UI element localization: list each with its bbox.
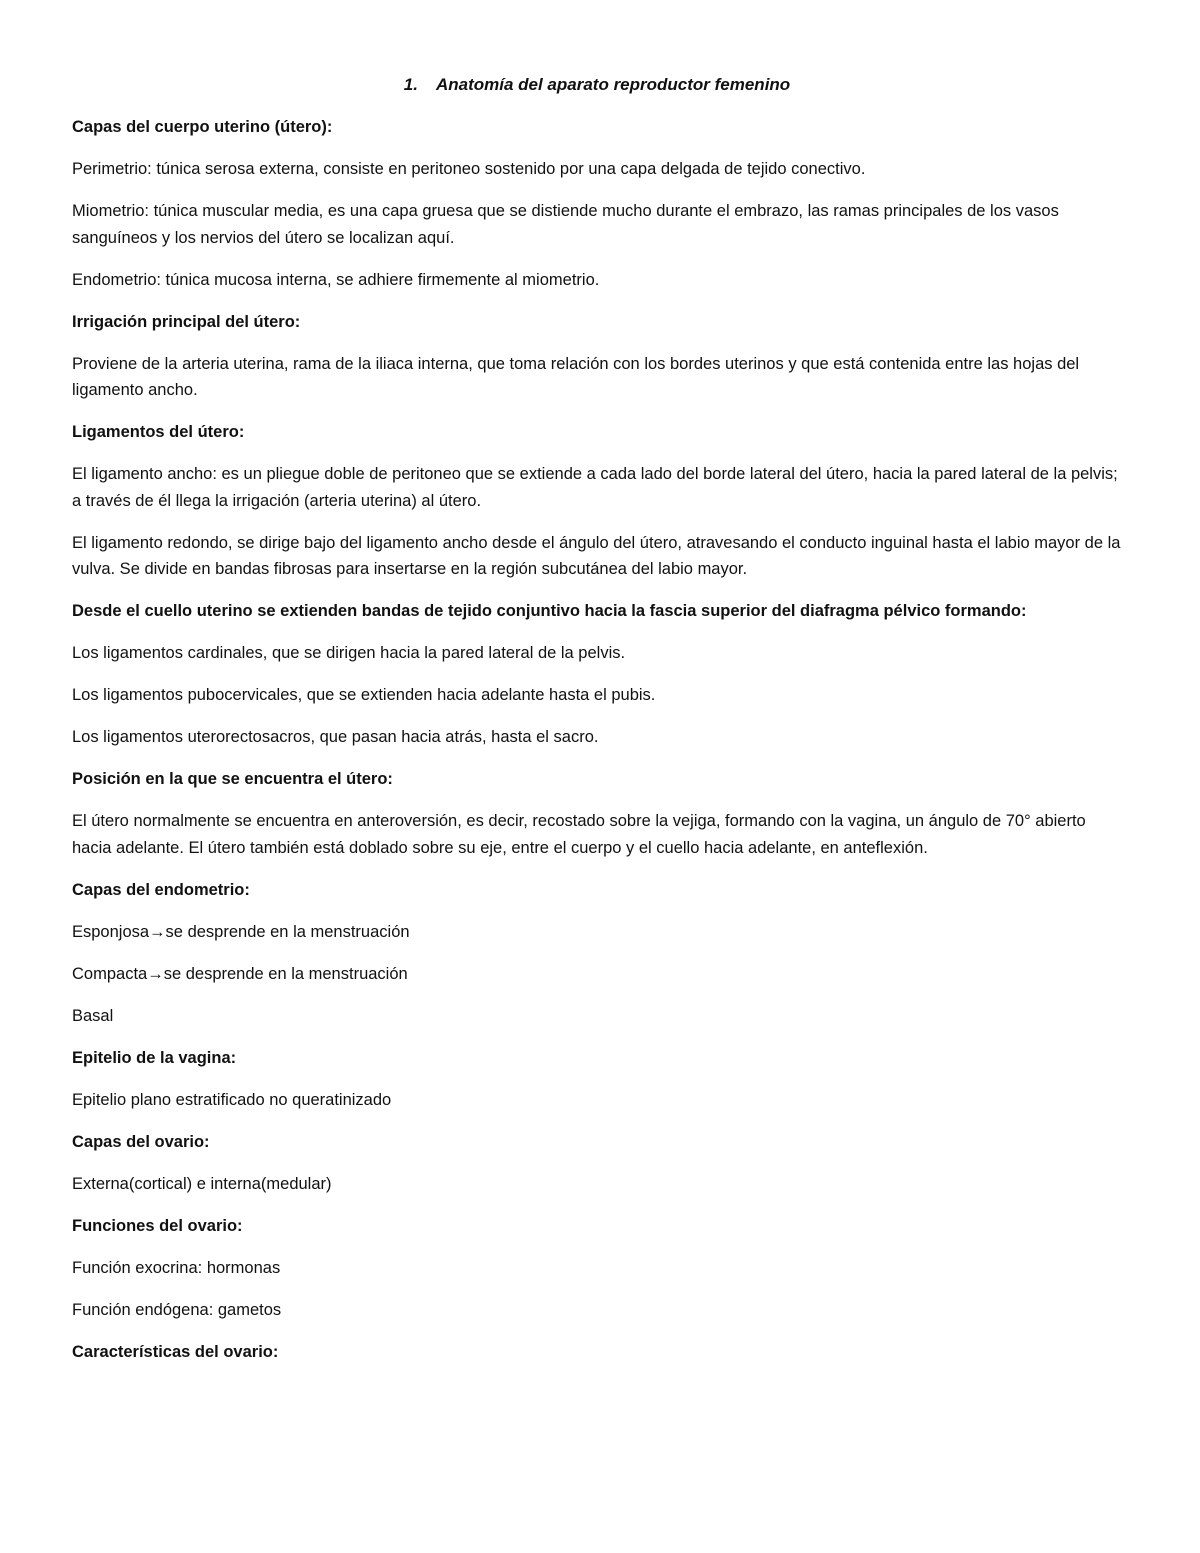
paragraph: Endometrio: túnica mucosa interna, se adhiere firmemente al miometrio. [72, 270, 600, 289]
section-heading: Capas del endometrio: [72, 880, 250, 899]
section-heading: Irrigación principal del útero: [72, 312, 301, 331]
paragraph: Basal [72, 1006, 114, 1025]
paragraph: El ligamento redondo, se dirige bajo del ligamento ancho desde el ángulo del útero, atravesando el conducto inguinal hasta el labio mayor de la vulva. Se divide en bandas fibrosas para insertarse en la región subcutánea del labio mayor. [72, 533, 1121, 578]
document-page [72, 72, 1122, 1381]
paragraph: Epitelio plano estratificado no queratinizado [72, 1090, 392, 1109]
paragraph: Los ligamentos uterorectosacros, que pasan hacia atrás, hasta el sacro. [72, 728, 599, 746]
paragraph: Función endógena: gametos [72, 1300, 282, 1319]
paragraph: El útero normalmente se encuentra en anteroversión, es decir, recostado sobre la vejiga, formando con la vagina, un ángulo de 70° abierto hacia adelante. El útero también está doblado sobre su eje, entre el cuerpo y el cuello hacia adelante, en anteflexión. [72, 812, 1086, 857]
paragraph: Perimetrio: túnica serosa externa, consiste en peritoneo sostenido por una capa delgada de tejido conectivo. [72, 160, 866, 178]
section-heading: Capas del cuerpo uterino (útero): [72, 118, 333, 136]
paragraph: Los ligamentos pubocervicales, que se extienden hacia adelante hasta el pubis. [72, 686, 656, 704]
title-number: 1. [403, 75, 418, 94]
paragraph: Esponjosa→se desprende en la menstruación [72, 922, 410, 941]
paragraph: El ligamento ancho: es un pliegue doble de peritoneo que se extiende a cada lado del borde lateral del útero, hacia la pared lateral de la pelvis; a través de él llega la irrigación (arteria uterina) al útero. [72, 465, 1118, 510]
section-heading: Epitelio de la vagina: [72, 1048, 237, 1067]
section-heading: Capas del ovario: [72, 1132, 210, 1151]
paragraph: Externa(cortical) e interna(medular) [72, 1174, 332, 1193]
section-heading: Posición en la que se encuentra el útero: [72, 770, 393, 788]
paragraph: Miometrio: túnica muscular media, es una capa gruesa que se distiende mucho durante el embrazo, las ramas principales de los vasos sanguíneos y los nervios del útero se localizan aquí. [72, 202, 1059, 247]
document-title [72, 72, 1122, 98]
section-heading: Desde el cuello uterino se extienden bandas de tejido conjuntivo hacia la fascia superior del diafragma pélvico formando: [72, 602, 1027, 620]
title-text: Anatomía del aparato reproductor femenino [435, 75, 791, 94]
paragraph: Función exocrina: hormonas [72, 1258, 281, 1277]
section-heading: Ligamentos del útero: [72, 423, 245, 441]
section-heading: Características del ovario: [72, 1342, 279, 1361]
paragraph: Compacta→se desprende en la menstruación [72, 964, 408, 983]
document-body [72, 114, 1122, 1365]
paragraph: Proviene de la arteria uterina, rama de la iliaca interna, que toma relación con los bordes uterinos y que está contenida entre las hojas del ligamento ancho. [72, 354, 1080, 399]
paragraph: Los ligamentos cardinales, que se dirigen hacia la pared lateral de la pelvis. [72, 644, 626, 662]
section-heading: Funciones del ovario: [72, 1216, 243, 1235]
